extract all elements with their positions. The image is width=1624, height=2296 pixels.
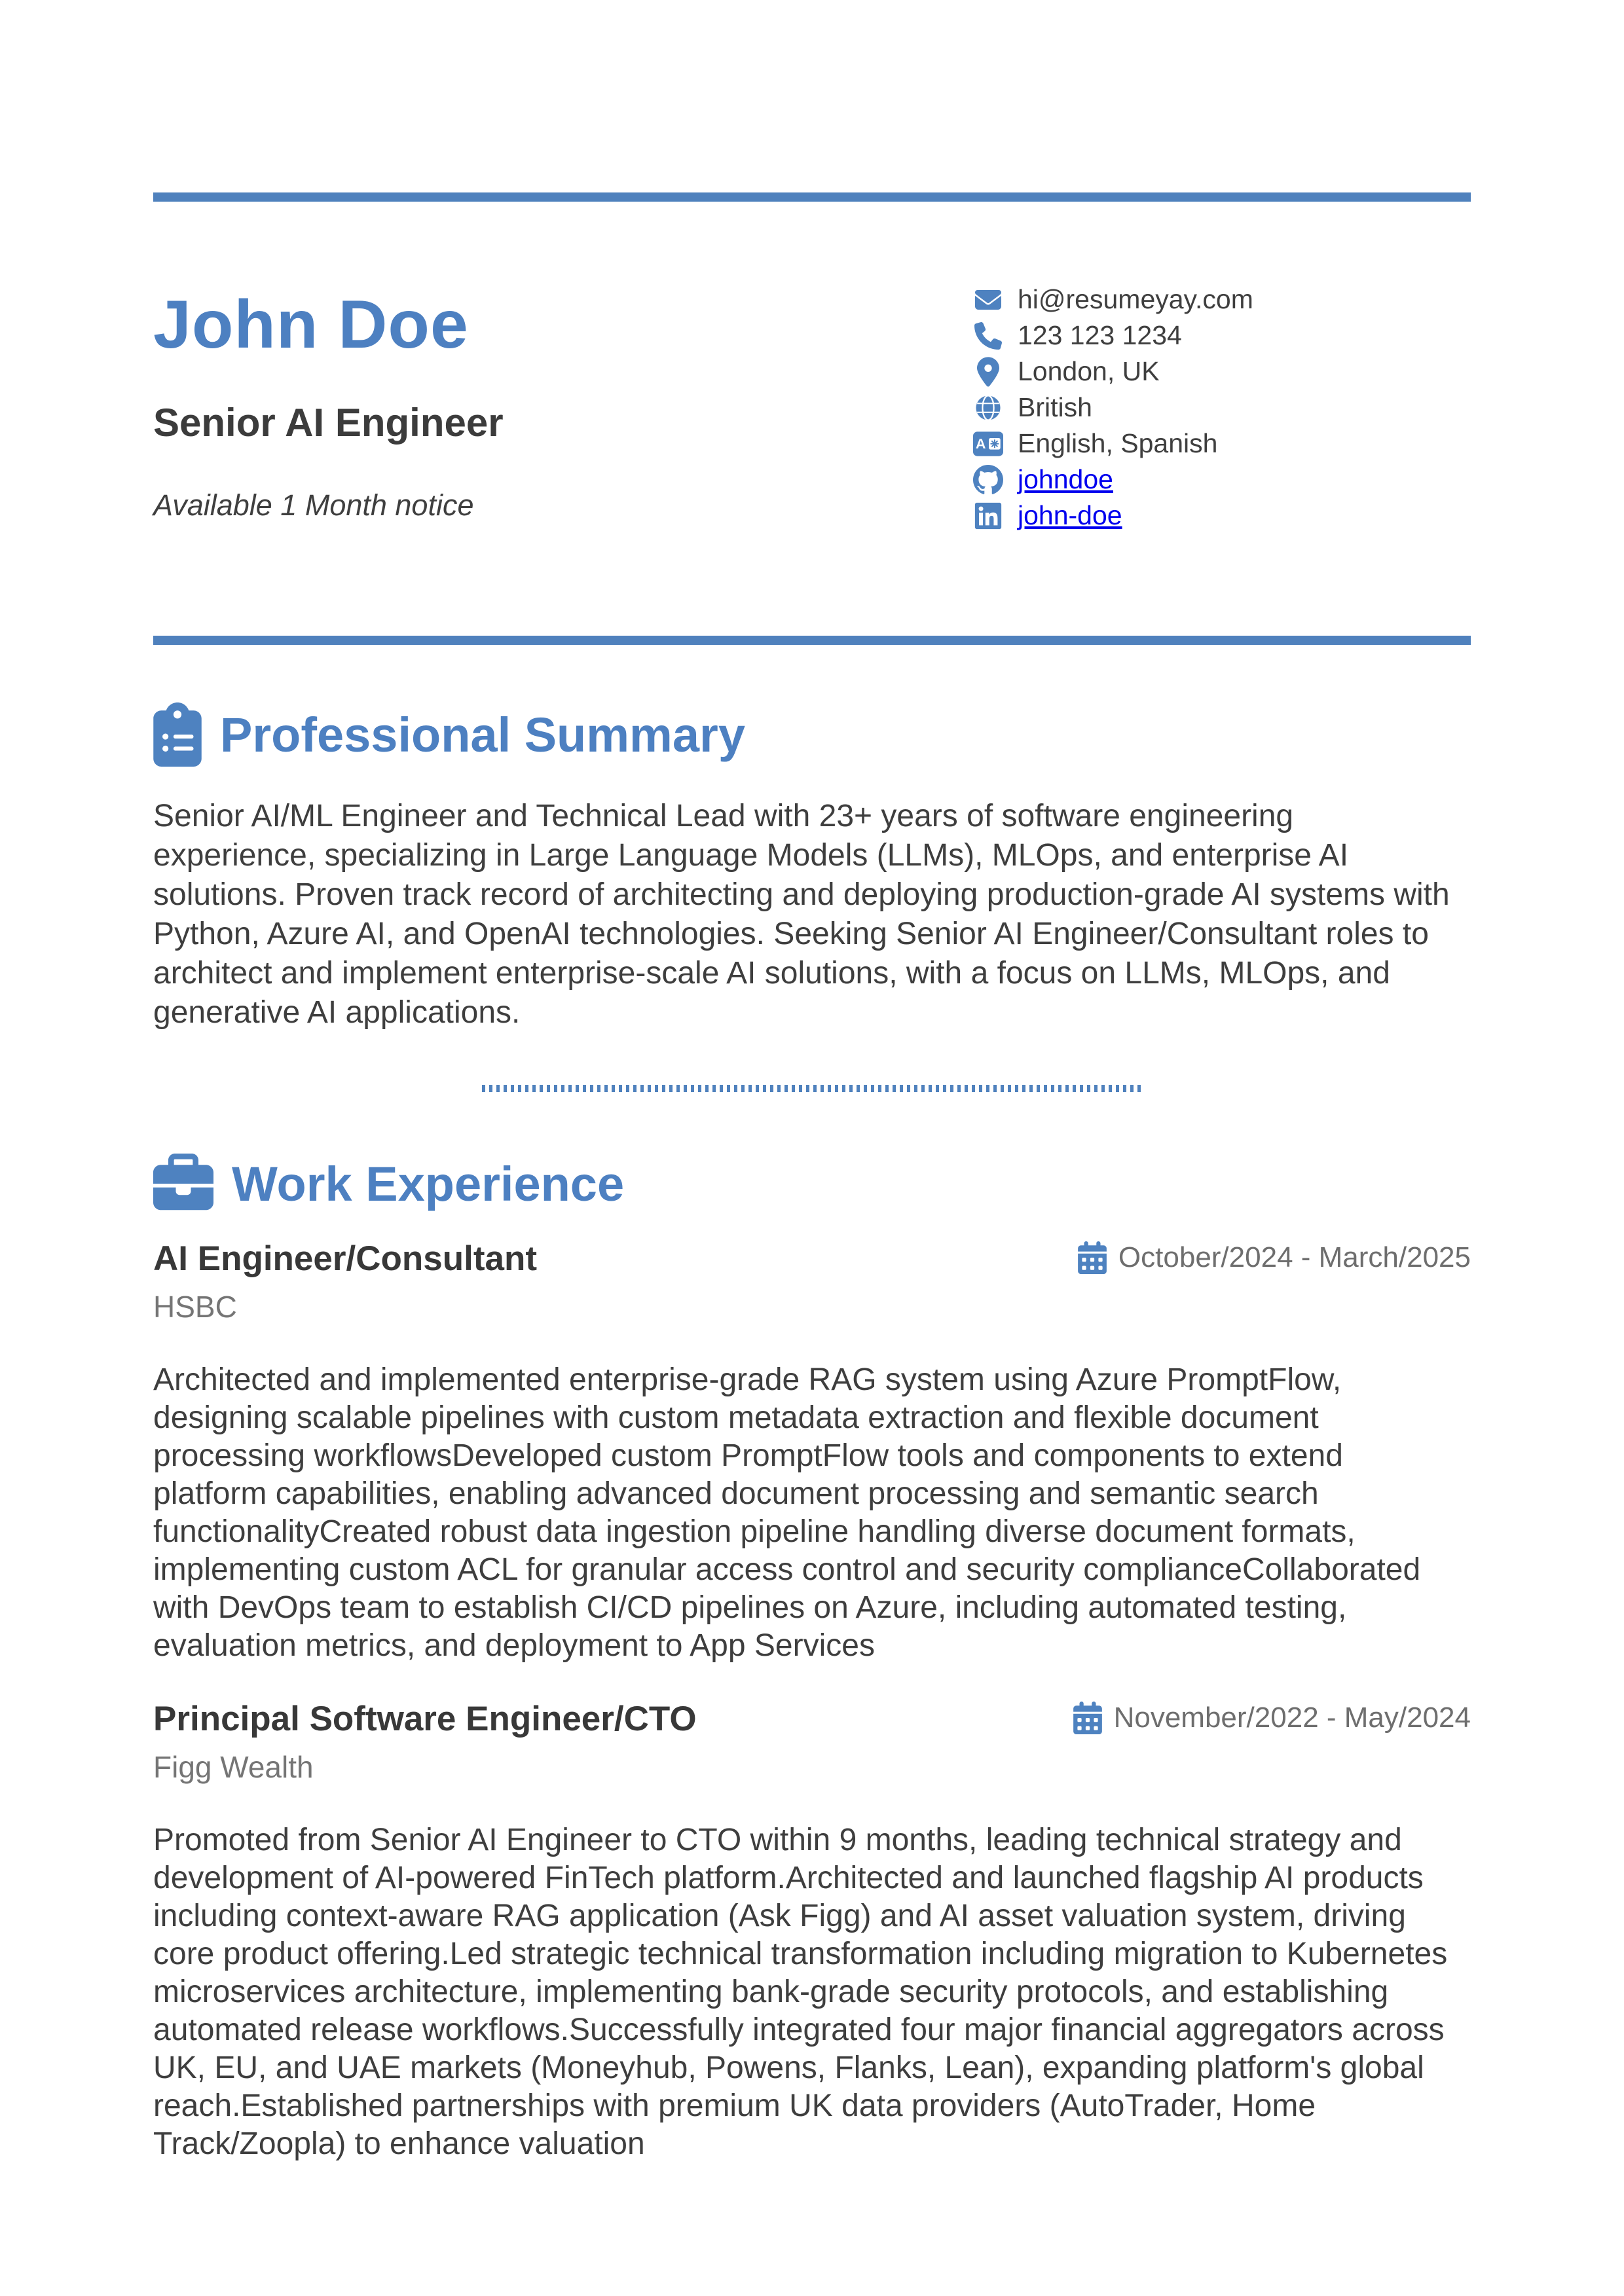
contact-nationality-location-value: London, UK xyxy=(1018,356,1160,386)
contact-phone-value: 123 123 1234 xyxy=(1018,320,1182,350)
job-entry-figg-wealth xyxy=(153,1699,1471,2163)
contact-email-value: hi@resumeyay.com xyxy=(1018,284,1253,314)
summary-paragraph: Senior AI/ML Engineer and Technical Lead with 23+ years of software engineering experience, specializing in Large Language Models (LLMs), MLOps, and enterprise AI solutions. Proven track record of architecting and deploying production-grade AI systems with Python, Azure AI, and OpenAI technologies. Seeking Senior AI Engineer/Consultant roles to architect and implement enterprise-scale AI solutions, with a focus on LLMs, MLOps, and generative AI applications. xyxy=(153,799,1450,1030)
linkedin-icon xyxy=(973,501,1003,531)
job-title: AI Engineer/Consultant xyxy=(153,1239,537,1278)
resume-header xyxy=(153,284,1471,531)
contact-row-linkedin xyxy=(973,500,1471,531)
linkedin-profile-link[interactable]: john-doe xyxy=(1018,500,1122,530)
location-pin-icon xyxy=(973,357,1003,387)
candidate-name: John Doe xyxy=(153,287,469,363)
experience-section-heading xyxy=(153,1154,1471,1214)
svg-text:A: A xyxy=(975,435,986,452)
email-icon xyxy=(973,285,1003,315)
contact-languages-value: English, Spanish xyxy=(1018,428,1218,458)
clipboard-icon xyxy=(153,702,202,767)
briefcase-icon xyxy=(153,1154,213,1214)
github-profile-link[interactable]: johndoe xyxy=(1018,464,1113,494)
contact-row-email xyxy=(973,284,1471,315)
availability-note: Available 1 Month notice xyxy=(153,488,474,522)
job-date-range: October/2024 - March/2025 xyxy=(1118,1241,1471,1273)
contact-list xyxy=(973,284,1471,531)
summary-section-title: Professional Summary xyxy=(220,707,745,762)
identity-block xyxy=(153,289,973,522)
summary-section-heading xyxy=(153,702,1471,767)
contact-row-languages xyxy=(973,428,1471,459)
job-header xyxy=(153,1239,1471,1279)
job-company: Figg Wealth xyxy=(153,1750,314,1784)
globe-icon xyxy=(973,393,1003,423)
job-dates xyxy=(1073,1702,1471,1734)
header-divider-bar xyxy=(153,636,1471,645)
contact-nationality-value: British xyxy=(1018,392,1092,422)
job-description: Promoted from Senior AI Engineer to CTO within 9 months, leading technical strategy and development of AI-powered FinTech platform.Architected and launched flagship AI products including context-aware RAG application (Ask Figg) and AI asset valuation system, driving core product offering.Led strategic technical transformation including migration to Kubernetes microservices architecture, implementing bank-grade security protocols, and establishing automated release workflows.Successfully integrated four major financial aggregators across UK, EU, and UAE markets (Moneyhub, Powens, Flanks, Lean), expanding platform's global reach.Established partnerships with premium UK data providers (AutoTrader, Home Track/Zoopla) to enhance valuation xyxy=(153,1823,1448,2161)
job-date-range: November/2022 - May/2024 xyxy=(1113,1702,1471,1734)
experience-section-title: Work Experience xyxy=(232,1156,625,1211)
top-divider-bar xyxy=(153,192,1471,202)
job-title: Principal Software Engineer/CTO xyxy=(153,1700,697,1738)
contact-row-location xyxy=(973,356,1471,387)
language-translate-icon xyxy=(973,429,1003,459)
calendar-icon xyxy=(1073,1702,1102,1734)
job-entry-hsbc xyxy=(153,1239,1471,1665)
github-icon xyxy=(973,465,1003,495)
contact-row-nationality xyxy=(973,392,1471,423)
phone-icon xyxy=(973,321,1003,351)
job-description: Architected and implemented enterprise-grade RAG system using Azure PromptFlow, designing scalable pipelines with custom metadata extraction and flexible document processing workflowsDeveloped custom PromptFlow tools and components to extend platform capabilities, enabling advanced document processing and semantic search functionalityCreated robust data ingestion pipeline handling diverse document formats, implementing custom ACL for granular access control and security complianceCollaborated with DevOps team to establish CI/CD pipelines on Azure, including automated testing, evaluation metrics, and deployment to App Services xyxy=(153,1362,1421,1663)
candidate-headline: Senior AI Engineer xyxy=(153,401,504,445)
contact-row-github xyxy=(973,464,1471,495)
contact-row-phone xyxy=(973,320,1471,351)
calendar-icon xyxy=(1078,1241,1107,1274)
dotted-section-divider xyxy=(482,1085,1142,1092)
job-dates xyxy=(1078,1241,1471,1274)
job-company: HSBC xyxy=(153,1290,237,1324)
job-header xyxy=(153,1699,1471,1739)
